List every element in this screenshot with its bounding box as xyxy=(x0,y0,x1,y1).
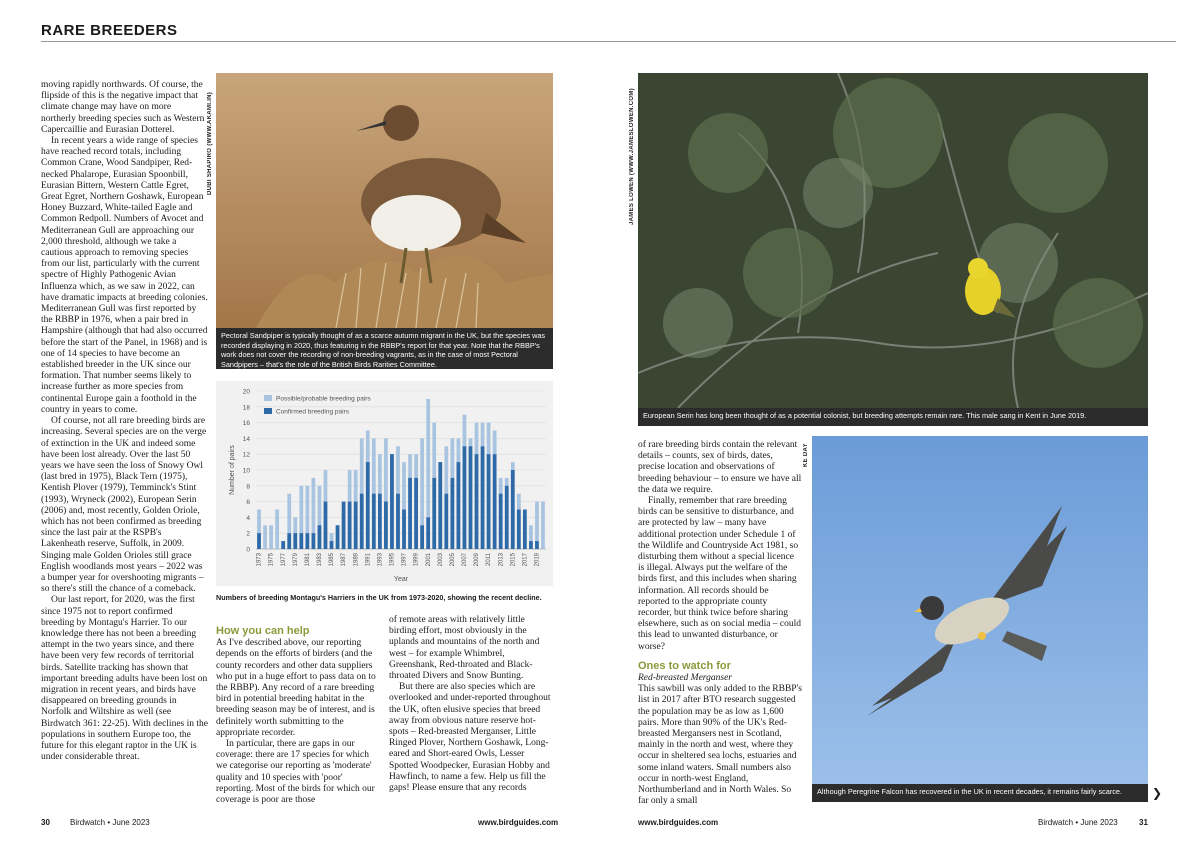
bar-chart xyxy=(216,381,553,586)
section-heading: Ones to watch for xyxy=(638,659,731,672)
paragraph: of rare breeding birds contain the relevant details – counts, sex of birds, dates, precise location and observations of breeding behaviour – to ensure we have all the data we require. xyxy=(638,440,802,495)
legend-swatch-possible xyxy=(264,395,272,401)
bar-confirmed xyxy=(366,462,370,549)
bar-confirmed xyxy=(348,502,352,549)
bar-confirmed xyxy=(354,502,358,549)
bar-possible xyxy=(269,525,273,549)
website-url-right[interactable]: www.birdguides.com xyxy=(638,818,719,827)
legend-label-possible: Possible/probable breeding pairs xyxy=(276,395,371,403)
bar-confirmed xyxy=(475,454,479,549)
bar-confirmed xyxy=(414,478,418,549)
section-title: RARE BREEDERS xyxy=(41,22,178,39)
peregrine-falcon-photo xyxy=(812,436,1148,784)
bar-confirmed xyxy=(529,541,533,549)
paragraph: As I've described above, our reporting depends on the efforts of birders (and the county recorders and other data suppliers who put in a huge effort to pass data on to the RBBP). Any record of a rare breeding bird in potential breeding habitat in the breeding season may be of interest, and is definitely worth submitting to the appropriate recorder. xyxy=(216,638,376,738)
bar-confirmed xyxy=(378,494,382,549)
bar-confirmed xyxy=(426,517,430,549)
y-tick-label: 12 xyxy=(242,451,250,459)
website-url-left[interactable]: www.birdguides.com xyxy=(478,818,559,827)
paragraph: In particular, there are gaps in our coverage: there are 17 species for which we categorise our reporting as 'moderate' quality and 10 species with 'poor' reporting. Most of the birds for which our coverage is poor are those xyxy=(216,739,375,806)
bar-confirmed xyxy=(312,533,316,549)
y-tick-label: 4 xyxy=(246,514,250,522)
bar-confirmed xyxy=(493,454,497,549)
continue-arrow-icon: ❯ xyxy=(1152,786,1163,800)
section-heading: How you can help xyxy=(216,626,310,637)
y-axis-title: Number of pairs xyxy=(229,445,236,495)
paragraph: moving rapidly northwards. Of course, the flipside of this is the negative impact that climate change may have on more northerly breeding species such as Western Capercaillie and Eurasian Dotterel. xyxy=(41,80,205,135)
y-tick-label: 0 xyxy=(246,546,250,554)
x-tick-label: 1975 xyxy=(268,553,275,567)
x-tick-label: 2017 xyxy=(522,553,529,567)
species-subheading: Red-breasted Merganser xyxy=(638,673,733,684)
peregrine-illustration xyxy=(812,436,1148,784)
paragraph: This sawbill was only added to the RBBP's list in 2017 after BTO research suggested the population may be as low as 1,600 pairs. More than 90% of the UK's Red-breasted Mergansers nest in Scotland, mainly in the north and west, where they occur in sheltered sea lochs, estuaries and some inland waters. Small numbers also occur in north-west England, Northumberland and in North Wales. So far only a small xyxy=(638,684,802,807)
legend-label-confirmed: Confirmed breeding pairs xyxy=(276,408,349,416)
bar-confirmed xyxy=(463,446,467,549)
bar-confirmed xyxy=(408,478,412,549)
photo-caption: Pectoral Sandpiper is typically thought of as a scarce autumn migrant in the UK, but the species was recorded displaying in 2020, thus featuring in the RBBP's report for that year. Note that the RBBP's work does not cover the recording of non-breeding vagrants, as in the case of most Pectoral Sandpipers – that's the role of the British Birds Rarities Committee. xyxy=(216,328,553,369)
x-tick-label: 1995 xyxy=(389,553,396,567)
magazine-issue-right: Birdwatch • June 2023 xyxy=(1038,818,1118,827)
bar-possible xyxy=(541,502,545,549)
serin-illustration xyxy=(638,73,1148,408)
y-tick-label: 8 xyxy=(246,483,250,491)
x-tick-label: 2013 xyxy=(498,553,505,567)
y-tick-label: 10 xyxy=(242,467,250,475)
x-tick-label: 1981 xyxy=(304,553,311,567)
bar-confirmed xyxy=(420,525,424,549)
bar-confirmed xyxy=(318,525,322,549)
page-number-left: 30 xyxy=(41,818,50,827)
bar-confirmed xyxy=(402,510,406,550)
bar-confirmed xyxy=(372,494,376,549)
y-tick-label: 20 xyxy=(242,388,250,396)
bar-possible xyxy=(275,510,279,550)
photo-credit: DUBI SHAPIRO (WWW.AKAMI.IN) xyxy=(207,91,213,195)
paragraph: of remote areas with relatively little birding effort, most obviously in the uplands and mountains of the north and west – for example Whimbrel, Greenshank, Red-throated and Black-throated Divers and Snow Bunting. xyxy=(389,615,540,682)
chart-caption: Numbers of breeding Montagu's Harriers in the UK from 1973-2020, showing the recent decline. xyxy=(216,593,542,602)
article-column-4 xyxy=(638,440,802,830)
bar-confirmed xyxy=(457,462,461,549)
page-number-right: 31 xyxy=(1139,818,1148,827)
x-tick-label: 1979 xyxy=(292,553,299,567)
bar-confirmed xyxy=(305,533,309,549)
bar-confirmed xyxy=(299,533,303,549)
x-tick-label: 1985 xyxy=(329,553,336,567)
legend-swatch-confirmed xyxy=(264,408,272,414)
y-tick-label: 2 xyxy=(246,530,250,538)
bar-confirmed xyxy=(287,533,291,549)
x-tick-label: 1997 xyxy=(401,553,408,567)
x-tick-label: 2009 xyxy=(474,553,481,567)
bar-confirmed xyxy=(257,533,261,549)
y-tick-label: 16 xyxy=(242,420,250,428)
x-axis-title: Year xyxy=(393,576,409,583)
article-column-3 xyxy=(389,615,553,830)
article-column-1 xyxy=(41,80,208,825)
bar-confirmed xyxy=(499,494,503,549)
y-tick-label: 14 xyxy=(242,435,250,443)
bar-confirmed xyxy=(523,510,527,550)
bar-confirmed xyxy=(469,446,473,549)
paragraph: Finally, remember that rare breeding birds can be sensitive to disturbance, and are protected by law – many have additional protection under Schedule 1 of the Wildlife and Countryside Act 1981, so disturbing them without a special licence is illegal. Always put the welfare of the birds first, and this includes when sharing information. All records should be reported to the appropriate county recorder, but think twice before sharing elsewhere, such as on social media – could this lead to unwanted disturbance, or worse? xyxy=(638,496,802,652)
pectoral-sandpiper-photo xyxy=(216,73,553,328)
bar-confirmed xyxy=(384,502,388,549)
chart-svg xyxy=(216,381,553,586)
bar-confirmed xyxy=(444,494,448,549)
y-tick-label: 6 xyxy=(246,499,250,507)
bar-possible xyxy=(263,525,267,549)
x-tick-label: 1983 xyxy=(317,553,324,567)
bar-confirmed xyxy=(432,478,436,549)
paragraph: Of course, not all rare breeding birds are increasing. Several species are on the verge of extinction in the UK and indeed some have been lost already. Over the last 50 years we have seen the loss of Snowy Owl (last bred in 1975), Black Tern (1975), Kentish Plover (1979), Temminck's Stint (1993), Wryneck (2002), European Serin (2006) and, most recently, Golden Oriole, which has not been confirmed as breeding since the last pair at the RSPB's Lakenheath reserve, Suffolk, in 2009. Singing male Golden Orioles still grace English woodlands most years – 2022 was a bumper year for overshooting migrants – so there's still the chance of a comeback. xyxy=(41,416,207,595)
bar-confirmed xyxy=(336,525,340,549)
bar-confirmed xyxy=(450,478,454,549)
bar-confirmed xyxy=(535,541,539,549)
x-tick-label: 2019 xyxy=(534,553,541,567)
x-tick-label: 2011 xyxy=(486,553,493,566)
bar-confirmed xyxy=(324,502,328,549)
bar-confirmed xyxy=(517,510,521,550)
x-tick-label: 2005 xyxy=(449,553,456,567)
x-tick-label: 1991 xyxy=(365,553,372,567)
photo-credit: JAMES LOWEN (WWW.JAMESLOWEN.COM) xyxy=(629,88,635,225)
photo-credit: KE DAY xyxy=(803,443,809,467)
bar-confirmed xyxy=(390,454,394,549)
photo-caption: Although Peregrine Falcon has recovered in the UK in recent decades, it remains fairly scarce. xyxy=(812,784,1148,802)
x-tick-label: 2003 xyxy=(437,553,444,567)
bar-confirmed xyxy=(438,462,442,549)
x-tick-label: 1999 xyxy=(413,553,420,567)
bar-confirmed xyxy=(505,486,509,549)
paragraph: Our last report, for 2020, was the first since 1975 not to report confirmed breeding by Montagu's Harrier. To our knowledge there has not been a breeding attempt in the two years since, and there have been very few records of territorial birds. Satellite tracking has shown that important breeding adults have been lost on migration in recent years, and birds have disappeared on breeding grounds in Norfolk and Wiltshire as well (see Birdwatch 361: 22-25). With declines in the populations in southern Europe too, the future for this elegant raptor in the UK is under considerable threat. xyxy=(41,595,208,763)
bar-confirmed xyxy=(330,541,334,549)
x-tick-label: 1987 xyxy=(341,553,348,567)
x-tick-label: 2001 xyxy=(425,553,432,567)
bar-confirmed xyxy=(281,541,285,549)
article-column-2 xyxy=(216,626,380,826)
paragraph: In recent years a wide range of species have reached record totals, including Common Crane, Wood Sandpiper, Red-necked Phalarope, Eurasian Spoonbill, Eurasian Bittern, Western Cattle Egret, Great Egret, Northern Goshawk, European Honey Buzzard, White-tailed Eagle and Common Redpoll. Numbers of Avocet and Mediterranean Gull are approaching our 2,000 threshold, although we take a cautious approach to removing species from our list, particularly with the current spectre of Highly Pathogenic Avian Influenza which, as we saw in 2022, can have dramatic impacts at breeding colonies. Mediterranean Gull was first reported by the RBBP in 1976, when a pair bred in Hampshire (although that had also occurred before the start of the Panel, in 1968) and is one of 14 species to have become an established breeder in the UK since our formation. That number seems likely to increase further as more species from continental Europe gain a foothold in the country in years to come. xyxy=(41,136,208,415)
x-tick-label: 2007 xyxy=(462,553,469,567)
y-tick-label: 18 xyxy=(242,404,250,412)
header-rule xyxy=(41,41,1176,42)
x-tick-label: 1973 xyxy=(256,553,263,567)
sandpiper-illustration xyxy=(216,73,553,328)
photo-caption: European Serin has long been thought of as a potential colonist, but breeding attempts remain rare. This male sang in Kent in June 2019. xyxy=(638,408,1148,426)
magazine-issue-left: Birdwatch • June 2023 xyxy=(70,818,150,827)
bar-confirmed xyxy=(342,502,346,549)
bar-confirmed xyxy=(481,446,485,549)
bar-confirmed xyxy=(396,494,400,549)
european-serin-photo xyxy=(638,73,1148,408)
x-tick-label: 1989 xyxy=(353,553,360,567)
x-tick-label: 2015 xyxy=(510,553,517,567)
x-tick-label: 1977 xyxy=(280,553,287,567)
bar-confirmed xyxy=(360,494,364,549)
paragraph: But there are also species which are overlooked and under-reported throughout the UK, often elusive species that breed away from obvious nature reserve hot-spots – Red-breasted Merganser, Little Ringed Plover, Northern Goshawk, Long-eared and Short-eared Owls, Lesser Spotted Woodpecker, Eurasian Hobby and Hawfinch, to name a few. Help us fill the gaps! Please ensure that any records xyxy=(389,682,551,794)
x-tick-label: 1993 xyxy=(377,553,384,567)
bar-confirmed xyxy=(511,470,515,549)
bar-confirmed xyxy=(487,454,491,549)
bar-confirmed xyxy=(293,533,297,549)
